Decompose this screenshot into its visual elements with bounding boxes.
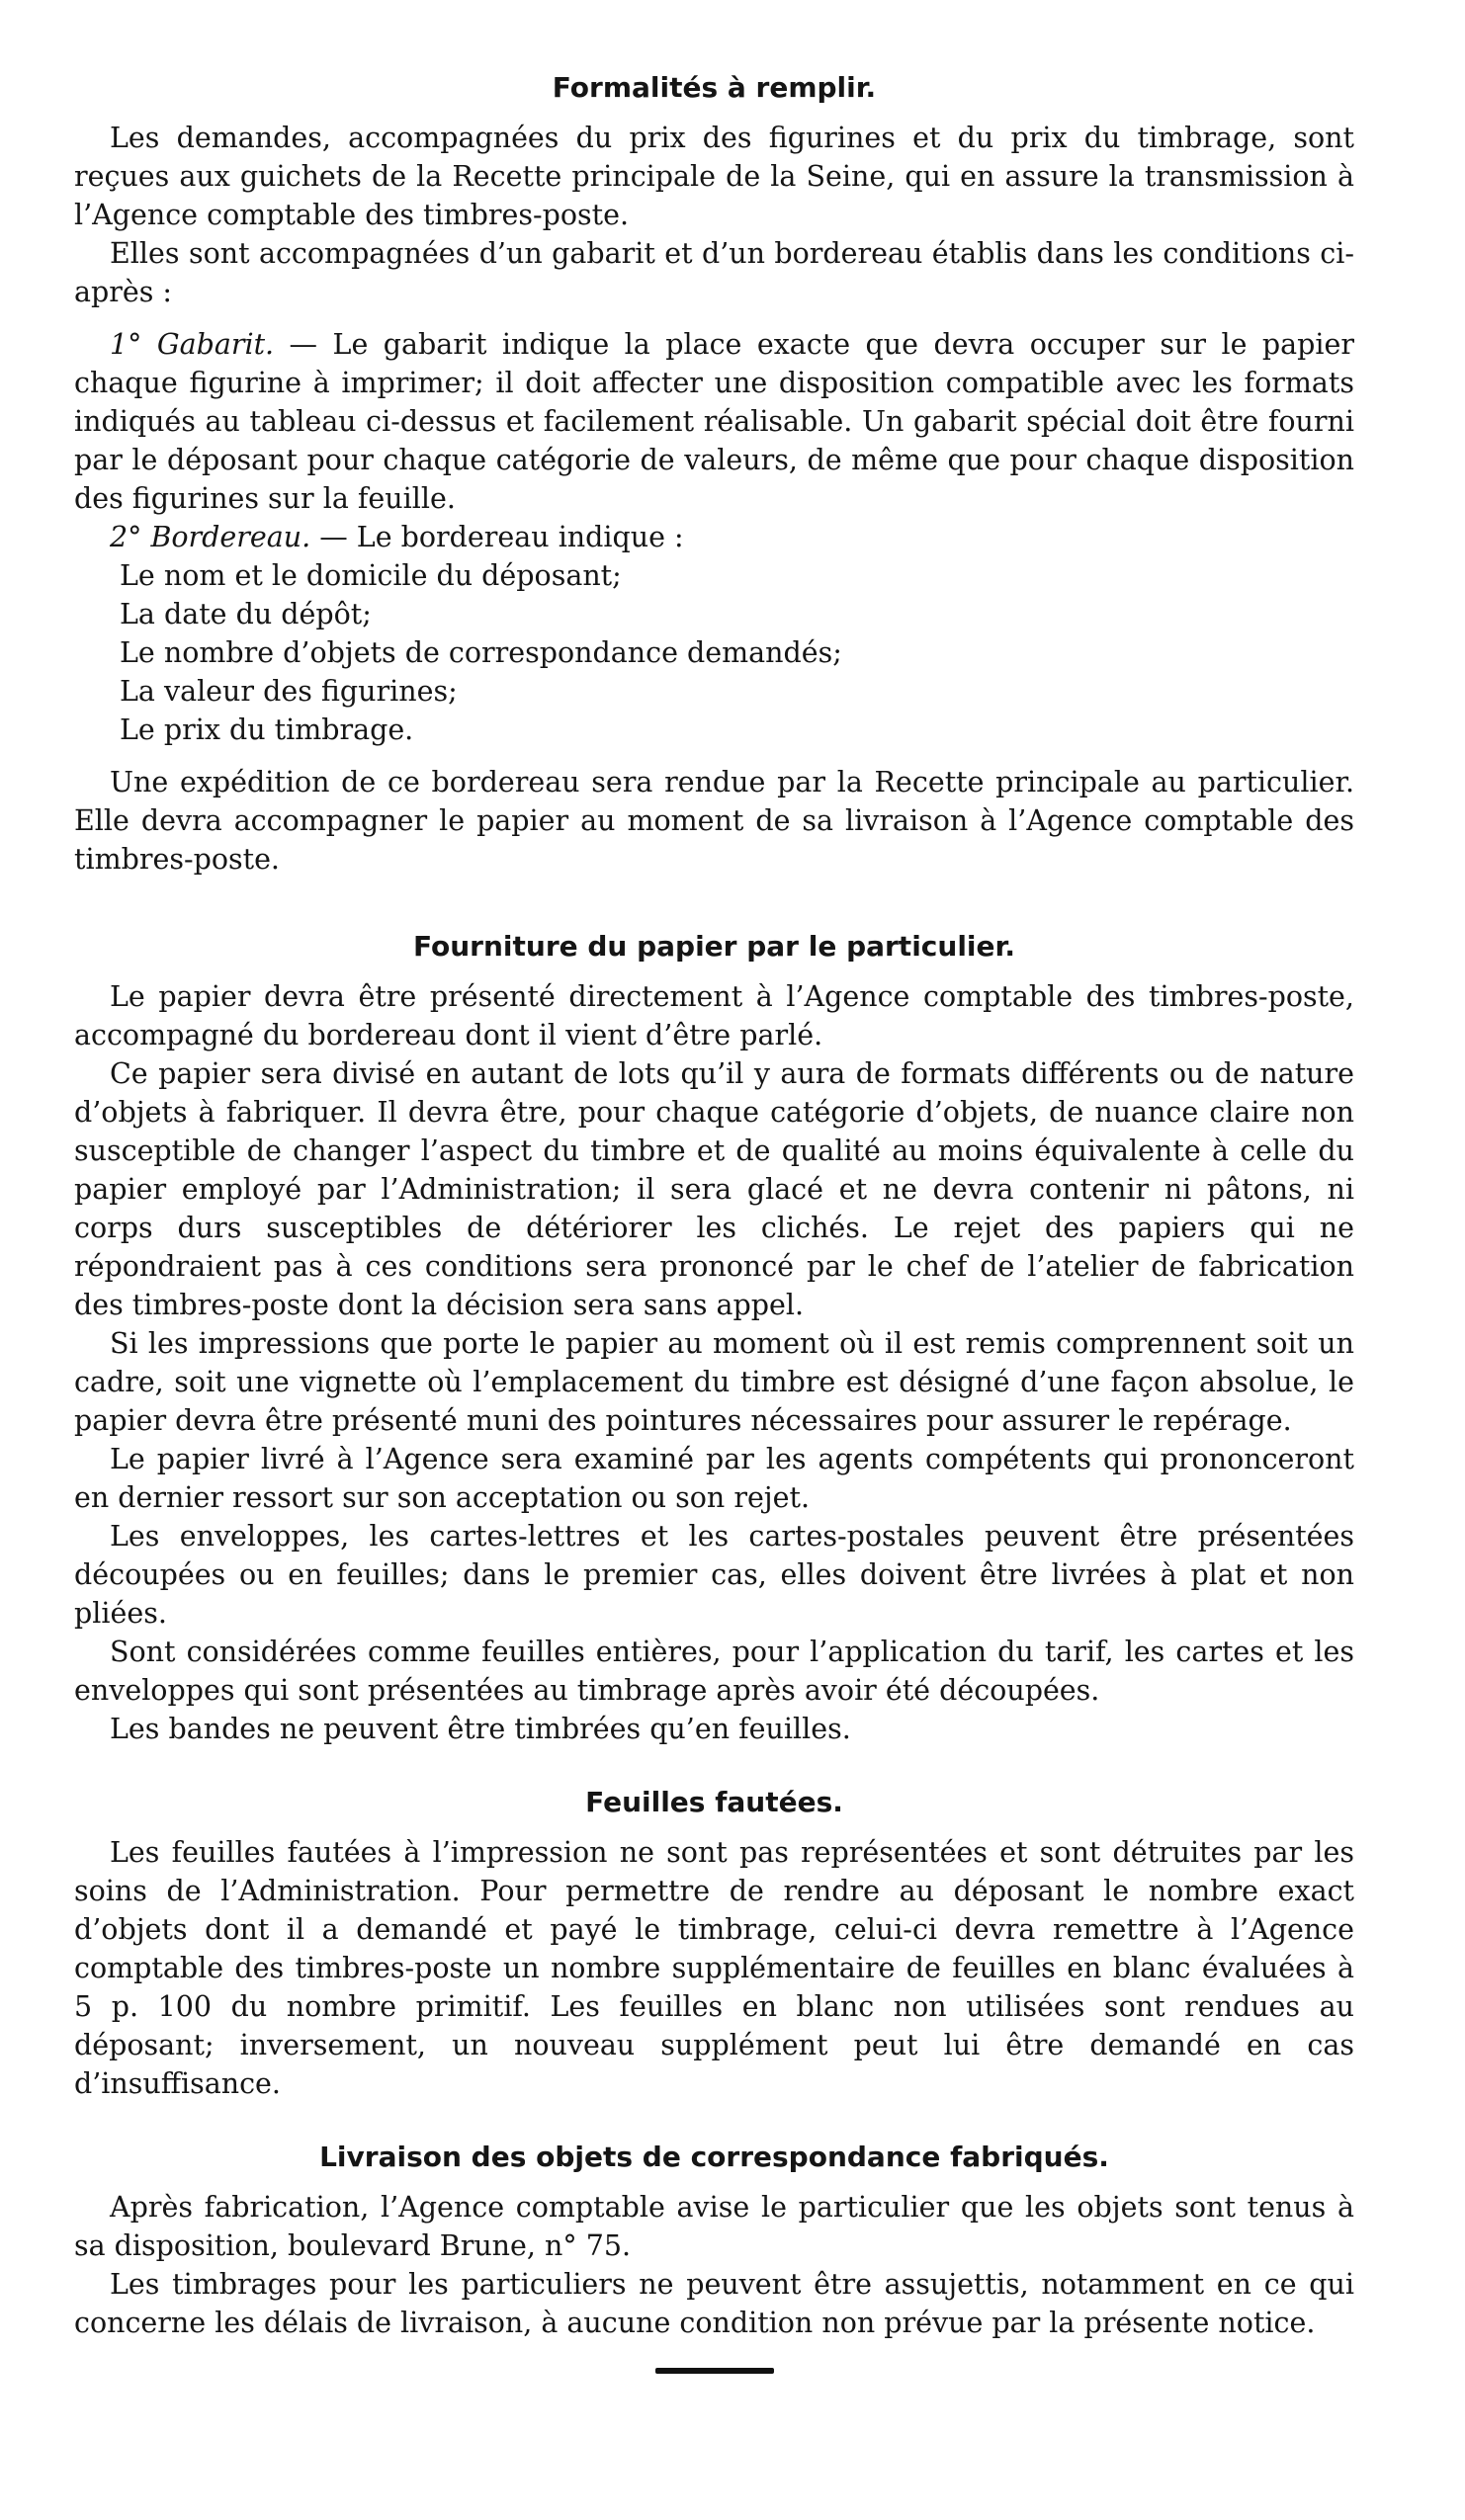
list-item: La date du dépôt; [120, 598, 372, 630]
paragraph: Elles sont accompagnées d’un gabarit et d’un bordereau établis dans les conditions ci-après : [74, 237, 1354, 308]
heading-fourniture: Fourniture du papier par le particulier. [413, 930, 1015, 963]
list-item: Le nom et le domicile du déposant; [120, 559, 622, 592]
paragraph: Une expédition de ce bordereau sera rendue par la Recette principale au particulier. Elle devra accompagner le papier au moment de sa livraison à l’Agence comptable des timbres-poste. [74, 766, 1354, 876]
heading-fautees: Feuilles fautées. [585, 1786, 843, 1818]
paragraph: Le papier devra être présenté directement à l’Agence comptable des timbres-poste, accompagné du bordereau dont il vient d’être parlé. [74, 980, 1354, 1051]
paragraph: Les timbrages pour les particuliers ne peuvent être assujettis, notamment en ce qui concerne les délais de livraison, à aucune condition non prévue par la présente notice. [74, 2268, 1354, 2339]
paragraph: Sont considérées comme feuilles entières, pour l’application du tarif, les cartes et les enveloppes qui sont présentées au timbrage après avoir été découpées. [74, 1636, 1354, 1707]
paragraph: Les feuilles fautées à l’impression ne sont pas représentées et sont détruites par les soins de l’Administration. Pour permettre de rendre au déposant le nombre exact d’objets dont il a demandé et payé le timbrage, celui-ci devra remettre à l’Agence comptable des timbres-poste un nombre supplémentaire de feuilles en blanc évaluées à 5 p. 100 du nombre primitif. Les feuilles en blanc non utilisées sont rendues au déposant; inversement, un nouveau supplément peut lui être demandé en cas d’insuffisance. [74, 1836, 1354, 2100]
bordereau-text: — Le bordereau indique : [310, 521, 684, 553]
paragraph: Si les impressions que porte le papier au moment où il est remis comprennent soit un cadre, soit une vignette où l’emplacement du timbre est désigné d’une façon absolue, le papier devra être présenté muni des pointures nécessaires pour assurer le repérage. [74, 1327, 1354, 1437]
paragraph: Ce papier sera divisé en autant de lots qu’il y aura de formats différents ou de nature d’objets à fabriquer. Il devra être, pour chaque catégorie d’objets, de nuance claire non susceptible de changer l’aspect du timbre et de qualité au moins équivalente à celle du papier employé par l’Administration; il sera glacé et ne devra contenir ni pâtons, ni corps durs susceptibles de détériorer les clichés. Le rejet des papiers qui ne répondraient pas à ces conditions sera prononcé par le chef de l’atelier de fabrication des timbres-poste dont la décision sera sans appel. [74, 1057, 1354, 1321]
bordereau-label: 2° Bordereau. [110, 521, 311, 553]
paragraph: Les enveloppes, les cartes-lettres et les cartes-postales peuvent être présentées découpées ou en feuilles; dans le premier cas, elles doivent être livrées à plat et non pliées. [74, 1520, 1354, 1630]
gabarit-text: — Le gabarit indique la place exacte que devra occuper sur le papier chaque figurine à imprimer; il doit affecter une disposition compatible avec les formats indiqués au tableau ci-dessus et facilement réalisable. Un gabarit spécial doit être fourni par le déposant pour chaque catégorie de valeurs, de même que pour chaque disposition des figurines sur la feuille. [74, 328, 1354, 515]
list-item: Le nombre d’objets de correspondance demandés; [120, 636, 842, 669]
paragraph-bordereau [74, 518, 1354, 556]
heading-livraison: Livraison des objets de correspondance fabriqués. [319, 2141, 1109, 2173]
paragraph: Le papier livré à l’Agence sera examiné par les agents compétents qui prononceront en dernier ressort sur son acceptation ou son rejet. [74, 1443, 1354, 1514]
paragraph: Les demandes, accompagnées du prix des figurines et du prix du timbrage, sont reçues aux guichets de la Recette principale de la Seine, qui en assure la transmission à l’Agence comptable des timbres-poste. [74, 122, 1354, 231]
paragraph: Après fabrication, l’Agence comptable avise le particulier que les objets sont tenus à sa disposition, boulevard Brune, n° 75. [74, 2191, 1354, 2262]
paragraph-gabarit [74, 325, 1354, 518]
end-rule [655, 2368, 774, 2374]
list-item: Le prix du timbrage. [120, 714, 414, 746]
document-page [74, 69, 1354, 2374]
list-item: La valeur des figurines; [120, 675, 458, 708]
heading-formalites: Formalités à remplir. [552, 71, 877, 104]
gabarit-label: 1° Gabarit. [110, 328, 275, 361]
paragraph: Les bandes ne peuvent être timbrées qu’en feuilles. [110, 1713, 851, 1745]
